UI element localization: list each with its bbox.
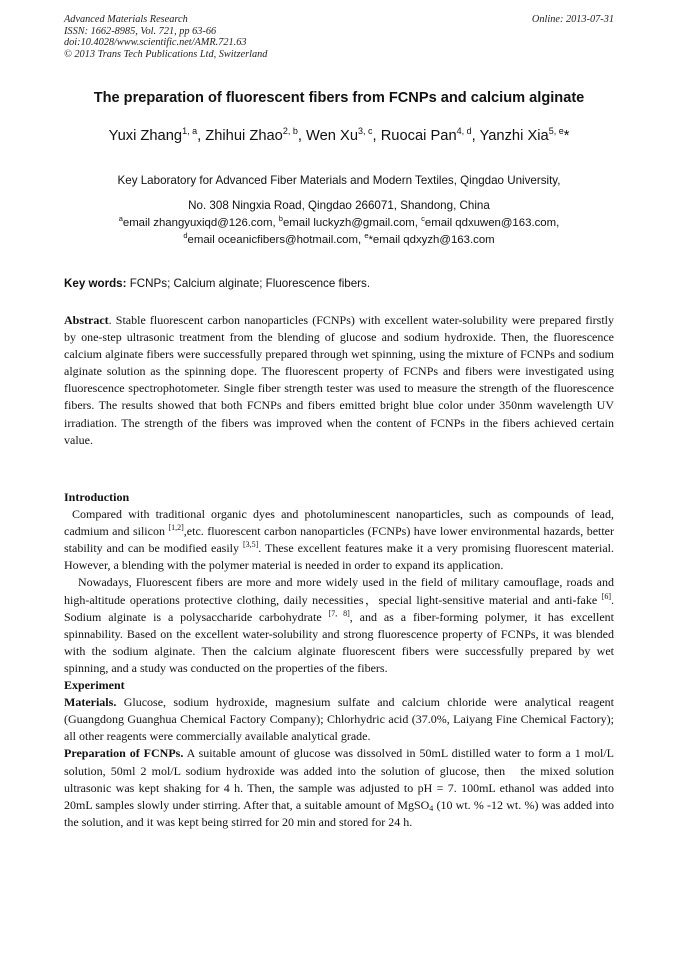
email-address[interactable]: email oceanicfibers@hotmail.com, — [187, 234, 365, 246]
preparation-text: A suitable amount of glucose was dissolved in 50mL distilled water to form a 1 mol/L solution, 50ml 2 mol/L sodium hydroxide was added into the solution of glucose, then the mixed solution ultrasonic was kept shaking for 4 h. Then, the sample was adjusted to pH = 7. 100mL ethanol was added into 20mL samples slowly under stirring. After that, a suitable amount of MgSO — [64, 746, 614, 812]
intro-text: Nowadays, Fluorescent fibers are more and more widely used in the field of military camouflage, roads and high-altitude operations protective clothing, daily necessities，special light-sensitive material and anti-fake — [64, 575, 614, 607]
keywords-text: FCNPs; Calcium alginate; Fluorescence fibers. — [126, 277, 371, 290]
email-mark: c — [421, 214, 425, 223]
materials-paragraph — [64, 694, 614, 745]
intro-paragraph-1 — [64, 506, 614, 574]
preparation-text: (10 wt. % -12 wt. %) was added into the solution, and it was kept being stirred for 20 min and stored for 24 h. — [64, 797, 614, 829]
author-list: Yuxi Zhang$^{1, a}$, Zhihui Zhao$^{2, b}$, Wen Xu$^{3, c}$, Ruocai Pan$^{4, d}$, Yanzhi Xia$^{5, e}$* — [108, 126, 570, 144]
email-mark: b — [278, 214, 283, 223]
preparation-label: Preparation of FCNPs. — [64, 746, 184, 761]
intro-text: , and as a fiber-forming polymer, it has excellent spinnability. Based on the excellent water-solubility and strong fluorescence property of FCNPs, it was blended with the sodium alginate. Then the calcium alginate fluorescent fibers were successfully prepared by wet spinning, and a study was conducted on the properties of the fibers. — [64, 609, 615, 675]
citation[interactable]: [3,5] — [242, 540, 259, 550]
author-name: Yuxi Zhang — [108, 128, 183, 144]
intro-text: . Sodium alginate is a polysaccharide carbohydrate — [64, 592, 614, 624]
abstract-section — [64, 312, 614, 449]
journal-header — [64, 14, 614, 60]
paper-title: The preparation of fluorescent fibers from FCNPs and calcium alginate — [93, 90, 585, 106]
intro-text: ,etc. fluorescent carbon nanoparticles (FCNPs) have lower environmental hazards, better stability and can be modified easily — [64, 524, 615, 556]
author-name: Wen Xu — [306, 128, 358, 144]
abstract-text: . Stable fluorescent carbon nanoparticles (FCNPs) with excellent water-solubility were prepared firstly by one-step ultrasonic treatment from the blending of glucose and sodium hydroxide. Then, the fluorescence calcium alginate fibers were successfully prepared through wet spinning, using the mixture of FCNPs and sodium alginate solution as the spinning dope. The fluorescent property of FCNPs and fibers were investigated using fluorescence spectrophotometer. Single fiber strength tester was used to measure the strength of the fluorescence fibers. The results showed that both FCNPs and fibers emitted bright blue color under 350nm wavelength UV irradiation. The strength of the fibers was improved when the content of FCNPs in the fibers achieved certain value. — [64, 313, 614, 447]
author-affil-mark: 2, b — [282, 126, 298, 136]
email-mark: a — [118, 214, 123, 223]
materials-text: Glucose, sodium hydroxide, magnesium sulfate and calcium chloride were analytical reagent (Guangdong Guanghua Chemical Factory Company); Chlorhydric acid (37.0%, Laiyang Fine Chemical Factory); all other reagents were commercially available analytical grade. — [64, 695, 614, 744]
keywords — [64, 277, 614, 290]
intro-paragraph-2 — [64, 574, 614, 677]
author-name: Yanzhi Xia — [479, 128, 549, 144]
section-heading-introduction: Introduction — [64, 490, 130, 504]
intro-text: . These excellent features make it a very promising fluorescent material. However, a blending with the polymer material is needed in order to expand its application. — [64, 541, 614, 573]
body-text — [64, 489, 614, 831]
copyright-line: © 2013 Trans Tech Publications Ltd, Switzerland — [64, 48, 268, 60]
issn-line: ISSN: 1662-8985, Vol. 721, pp 63-66 — [64, 25, 217, 37]
affiliation — [40, 168, 638, 218]
author-affil-mark: 4, d — [456, 126, 472, 136]
citation[interactable]: [1,2] — [168, 523, 184, 533]
online-date: Online: 2013-07-31 — [531, 14, 614, 25]
affiliation-line: No. 308 Ningxia Road, Qingdao 266071, Shandong, China — [188, 199, 490, 212]
corresponding-author-mark: * — [563, 128, 570, 144]
affiliation-line: Key Laboratory for Advanced Fiber Materials and Modern Textiles, Qingdao University, — [117, 174, 561, 187]
email-list — [40, 215, 638, 249]
keywords-label: Key words: — [64, 277, 127, 290]
citation[interactable]: [7, 8] — [328, 608, 350, 618]
preparation-paragraph — [64, 745, 614, 830]
email-mark: d — [183, 231, 188, 240]
materials-label: Materials. — [64, 695, 117, 710]
author-affil-mark: 3, c — [358, 126, 373, 136]
author-affil-mark: 1, a — [182, 126, 198, 136]
author-name: Zhihui Zhao — [205, 128, 283, 144]
email-address[interactable]: email zhangyuxiqd@126.com, — [122, 217, 279, 229]
subscript: 4 — [429, 803, 434, 813]
author-name: Ruocai Pan — [380, 128, 457, 144]
email-address[interactable]: email luckyzh@gmail.com, — [282, 217, 422, 229]
abstract-label: Abstract — [64, 313, 109, 327]
intro-text: Compared with traditional organic dyes and photoluminescent nanoparticles, such as compounds of lead, cadmium and silicon — [64, 507, 614, 539]
citation[interactable]: [6] — [601, 591, 611, 601]
author-affil-mark: 5, e — [548, 126, 564, 136]
email-address[interactable]: *email qdxyzh@163.com — [368, 234, 495, 246]
journal-name: Advanced Materials Research — [64, 14, 188, 25]
email-address[interactable]: email qdxuwen@163.com, — [424, 217, 560, 229]
doi-line: doi:10.4028/www.scientific.net/AMR.721.63 — [64, 37, 247, 49]
section-heading-experiment: Experiment — [64, 678, 125, 693]
email-mark: e — [364, 231, 369, 240]
